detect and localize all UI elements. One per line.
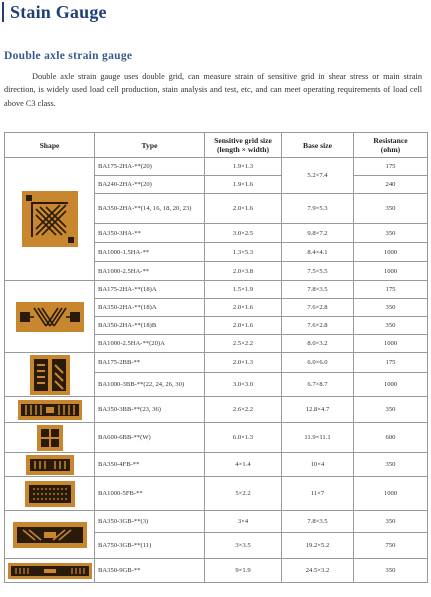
grid-cell: 2.6×2.2 <box>205 397 282 423</box>
strain-gauge-icon <box>25 481 75 507</box>
header-grid-line1: Sensitive grid size <box>214 136 272 145</box>
grid-cell: 2.0×3.8 <box>205 262 282 281</box>
header-resistance <box>354 133 428 158</box>
gauge-image-group-3 <box>5 353 95 397</box>
grid-cell: 2.5×2.2 <box>205 335 282 353</box>
table-header-row <box>5 133 428 158</box>
type-cell: BA175-2HA-**(18)A <box>95 281 205 299</box>
resistance-cell: 350 <box>354 397 428 423</box>
strain-gauge-icon <box>30 355 70 395</box>
resistance-cell: 350 <box>354 299 428 317</box>
grid-cell: 3×3.5 <box>205 533 282 559</box>
type-cell: BA350-2HA-**(14, 16, 18, 20, 23) <box>95 194 205 224</box>
base-cell: 9.8×7.2 <box>282 224 354 243</box>
base-cell: 7.6×2.8 <box>282 299 354 317</box>
grid-cell: 3.0×2.5 <box>205 224 282 243</box>
strain-gauge-icon <box>18 400 82 420</box>
strain-gauge-icon <box>26 455 74 475</box>
header-shape: Shape <box>5 133 95 158</box>
base-cell: 19.2×5.2 <box>282 533 354 559</box>
gauge-image-row-13 <box>5 423 95 453</box>
base-cell: 10×4 <box>282 453 354 477</box>
type-cell: BA350-2HA-**(18)B <box>95 317 205 335</box>
grid-cell: 2.0×1.6 <box>205 194 282 224</box>
table-row <box>5 397 428 423</box>
grid-cell: 1.5×1.9 <box>205 281 282 299</box>
table-row <box>5 477 428 511</box>
resistance-cell: 350 <box>354 559 428 583</box>
resistance-cell: 350 <box>354 317 428 335</box>
table-row <box>5 559 428 583</box>
gauge-image-row-15 <box>5 477 95 511</box>
resistance-cell: 1000 <box>354 335 428 353</box>
header-res-line1: Resistance <box>373 136 408 145</box>
type-cell: BA350-9GB-** <box>95 559 205 583</box>
resistance-cell: 1000 <box>354 373 428 397</box>
type-cell: BA175-2BB-** <box>95 353 205 373</box>
type-cell: BA350-3GB-**(3) <box>95 511 205 533</box>
header-type: Type <box>95 133 205 158</box>
grid-cell: 1.9×1.3 <box>205 158 282 176</box>
base-cell: 7.8×3.5 <box>282 511 354 533</box>
type-cell: BA240-2HA-**(20) <box>95 176 205 194</box>
resistance-cell: 350 <box>354 194 428 224</box>
type-cell: BA1000-2.5HA-**(20)A <box>95 335 205 353</box>
resistance-cell: 175 <box>354 353 428 373</box>
grid-cell: 9×1.9 <box>205 559 282 583</box>
resistance-cell: 175 <box>354 158 428 176</box>
resistance-cell: 350 <box>354 224 428 243</box>
strain-gauge-icon <box>37 425 63 451</box>
resistance-cell: 1000 <box>354 243 428 262</box>
resistance-cell: 350 <box>354 453 428 477</box>
type-cell: BA1000-2.5HA-** <box>95 262 205 281</box>
gauge-image-group-1 <box>5 158 95 281</box>
table-row <box>5 281 428 299</box>
base-cell: 24.5×3.2 <box>282 559 354 583</box>
gauge-image-group-2 <box>5 281 95 353</box>
table-row <box>5 511 428 533</box>
grid-cell: 2.0×1.3 <box>205 353 282 373</box>
type-cell: BA750-3GB-**(11) <box>95 533 205 559</box>
resistance-cell: 1000 <box>354 477 428 511</box>
grid-cell: 1.3×5.3 <box>205 243 282 262</box>
base-cell: 11.9×11.1 <box>282 423 354 453</box>
grid-cell: 4×1.4 <box>205 453 282 477</box>
resistance-cell: 750 <box>354 533 428 559</box>
grid-cell: 1.9×1.6 <box>205 176 282 194</box>
base-cell: 6.0×6.0 <box>282 353 354 373</box>
type-cell: BA350-3HA-** <box>95 224 205 243</box>
page-header <box>0 0 431 24</box>
section-title: Double axle strain gauge <box>4 50 133 62</box>
type-cell: BA175-2HA-**(20) <box>95 158 205 176</box>
base-cell: 7.6×2.8 <box>282 317 354 335</box>
resistance-cell: 350 <box>354 511 428 533</box>
grid-cell: 5×2.2 <box>205 477 282 511</box>
header-res-line2: (ohm) <box>380 145 401 154</box>
grid-cell: 3.0×3.0 <box>205 373 282 397</box>
base-cell: 11×7 <box>282 477 354 511</box>
table-row <box>5 453 428 477</box>
base-cell: 6.7×8.7 <box>282 373 354 397</box>
base-cell: 12.8×4.7 <box>282 397 354 423</box>
strain-gauge-icon <box>22 191 78 247</box>
intro-paragraph: Double axle strain gauge uses double grid, can measure strain of sensitive grid in shear stress or main strain direction, is widely used load cell production, stain analysis and test, etc, and can meet operating requirements of load cell above C3 class. <box>4 72 422 108</box>
page-title: Stain Gauge <box>10 1 107 22</box>
grid-cell: 6.0×1.3 <box>205 423 282 453</box>
type-cell: BA1000-3BB-**(22, 24, 26, 30) <box>95 373 205 397</box>
header-grid-line2: (length × width) <box>216 145 269 154</box>
type-cell: BA600-6BB-**(W) <box>95 423 205 453</box>
resistance-cell: 600 <box>354 423 428 453</box>
table-row <box>5 353 428 373</box>
grid-cell: 3×4 <box>205 511 282 533</box>
base-cell: 8.4×4.1 <box>282 243 354 262</box>
strain-gauge-icon <box>13 522 87 548</box>
type-cell: BA350-2HA-**(18)A <box>95 299 205 317</box>
header-base-size: Base size <box>282 133 354 158</box>
table-row <box>5 158 428 176</box>
base-cell: 5.2×7.4 <box>282 158 354 194</box>
gauge-image-group-4 <box>5 511 95 559</box>
type-cell: BA350-3BB-**(23, 36) <box>95 397 205 423</box>
gauge-image-row-14 <box>5 453 95 477</box>
header-grid-size <box>205 133 282 158</box>
grid-cell: 2.0×1.6 <box>205 317 282 335</box>
strain-gauge-icon <box>16 302 84 332</box>
strain-gauge-icon <box>8 563 92 579</box>
base-cell: 7.5×5.5 <box>282 262 354 281</box>
gauge-image-row-18 <box>5 559 95 583</box>
gauge-image-row-12 <box>5 397 95 423</box>
resistance-cell: 1000 <box>354 262 428 281</box>
type-cell: BA1000-5FB-** <box>95 477 205 511</box>
base-cell: 8.0×3.2 <box>282 335 354 353</box>
base-cell: 7.8×3.5 <box>282 281 354 299</box>
base-cell: 7.9×5.3 <box>282 194 354 224</box>
table-row <box>5 423 428 453</box>
type-cell: BA1000-1.5HA-** <box>95 243 205 262</box>
grid-cell: 2.0×1.6 <box>205 299 282 317</box>
title-accent-bar <box>2 2 4 22</box>
type-cell: BA350-4FB-** <box>95 453 205 477</box>
resistance-cell: 175 <box>354 281 428 299</box>
resistance-cell: 240 <box>354 176 428 194</box>
spec-table <box>4 132 428 583</box>
